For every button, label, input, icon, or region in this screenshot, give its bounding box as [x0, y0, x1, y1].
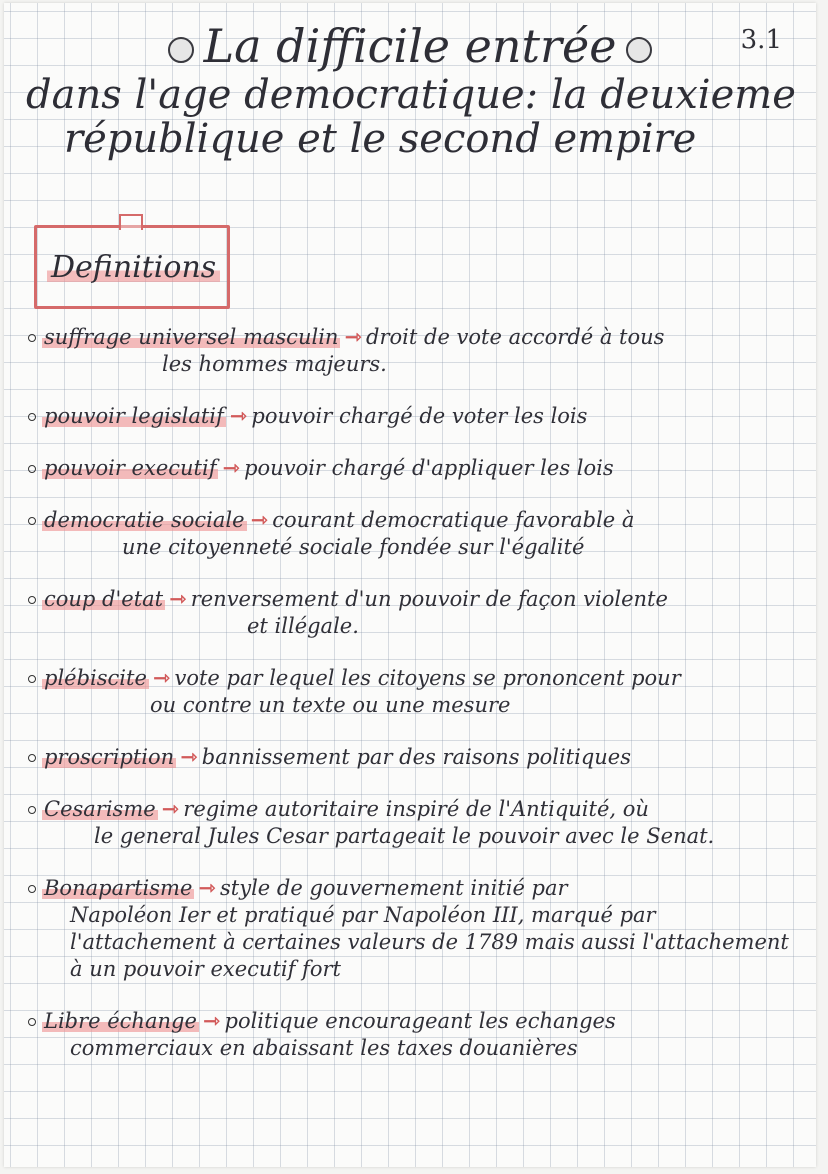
- definition-term: coup d'etat: [44, 587, 164, 611]
- list-item: Cesarisme ⇾ regime autoritaire inspiré de l'Antiquité, où le general Jules Cesar partageait le pouvoir avec le Senat.: [28, 795, 796, 850]
- arrow-icon: ⇾: [222, 455, 241, 480]
- page-number: 3.1: [740, 25, 782, 55]
- definitions-box: [34, 225, 230, 309]
- circle-bullet-icon: [626, 37, 652, 63]
- arrow-icon: ⇾: [161, 796, 180, 821]
- arrow-icon: ⇾: [229, 403, 248, 428]
- title-line-1: La difficile entrée: [18, 21, 802, 73]
- title-line-2: dans l'age democratique: la deuxieme: [26, 71, 796, 118]
- definition-term: suffrage universel masculin: [44, 325, 339, 349]
- list-item: coup d'etat ⇾ renversement d'un pouvoir de façon violente et illégale.: [28, 585, 796, 640]
- list-item: Bonapartisme ⇾ style de gouvernement initié par Napoléon Ier et pratiqué par Napoléon III, marqué par l'attachement à certaines valeurs de 1789 mais aussi l'attachement à un pouvoir executif fort: [28, 874, 796, 983]
- page-title: [18, 21, 802, 162]
- list-item: Libre échange ⇾ politique encourageant les echanges commerciaux en abaissant les taxes douanières: [28, 1007, 796, 1062]
- list-item: plébiscite ⇾ vote par lequel les citoyens se prononcent pour ou contre un texte ou une mesure: [28, 664, 796, 719]
- arrow-icon: ⇾: [344, 324, 363, 349]
- definition-term: plébiscite: [44, 666, 147, 690]
- arrow-icon: ⇾: [198, 875, 217, 900]
- list-item: proscription ⇾ bannissement par des raisons politiques: [28, 743, 796, 771]
- definition-term: Cesarisme: [44, 797, 156, 821]
- title-line-3: république et le second empire: [64, 116, 697, 163]
- list-item: pouvoir executif ⇾ pouvoir chargé d'appliquer les lois: [28, 454, 796, 482]
- definition-term: proscription: [44, 745, 175, 769]
- arrow-icon: ⇾: [169, 586, 187, 611]
- list-item: pouvoir legislatif ⇾ pouvoir chargé de voter les lois: [28, 402, 796, 430]
- list-item: democratie sociale ⇾ courant democratique favorable à une citoyenneté sociale fondée sur l'égalité: [28, 506, 796, 561]
- clip-icon: [119, 214, 143, 230]
- arrow-icon: ⇾: [250, 507, 269, 532]
- definitions-list: [28, 323, 796, 1062]
- list-item: suffrage universel masculin ⇾ droit de vote accordé à tous les hommes majeurs.: [28, 323, 796, 378]
- definition-term: democratie sociale: [44, 508, 245, 532]
- arrow-icon: ⇾: [202, 1008, 221, 1033]
- definition-term: pouvoir legislatif: [44, 404, 224, 428]
- arrow-icon: ⇾: [152, 665, 171, 690]
- section-label: Definitions: [47, 250, 220, 285]
- definition-term: Libre échange: [44, 1009, 197, 1033]
- definition-term: pouvoir executif: [44, 456, 217, 480]
- definition-term: Bonapartisme: [44, 876, 193, 900]
- arrow-icon: ⇾: [180, 744, 198, 769]
- circle-bullet-icon: [168, 37, 194, 63]
- notebook-page: [4, 3, 816, 1167]
